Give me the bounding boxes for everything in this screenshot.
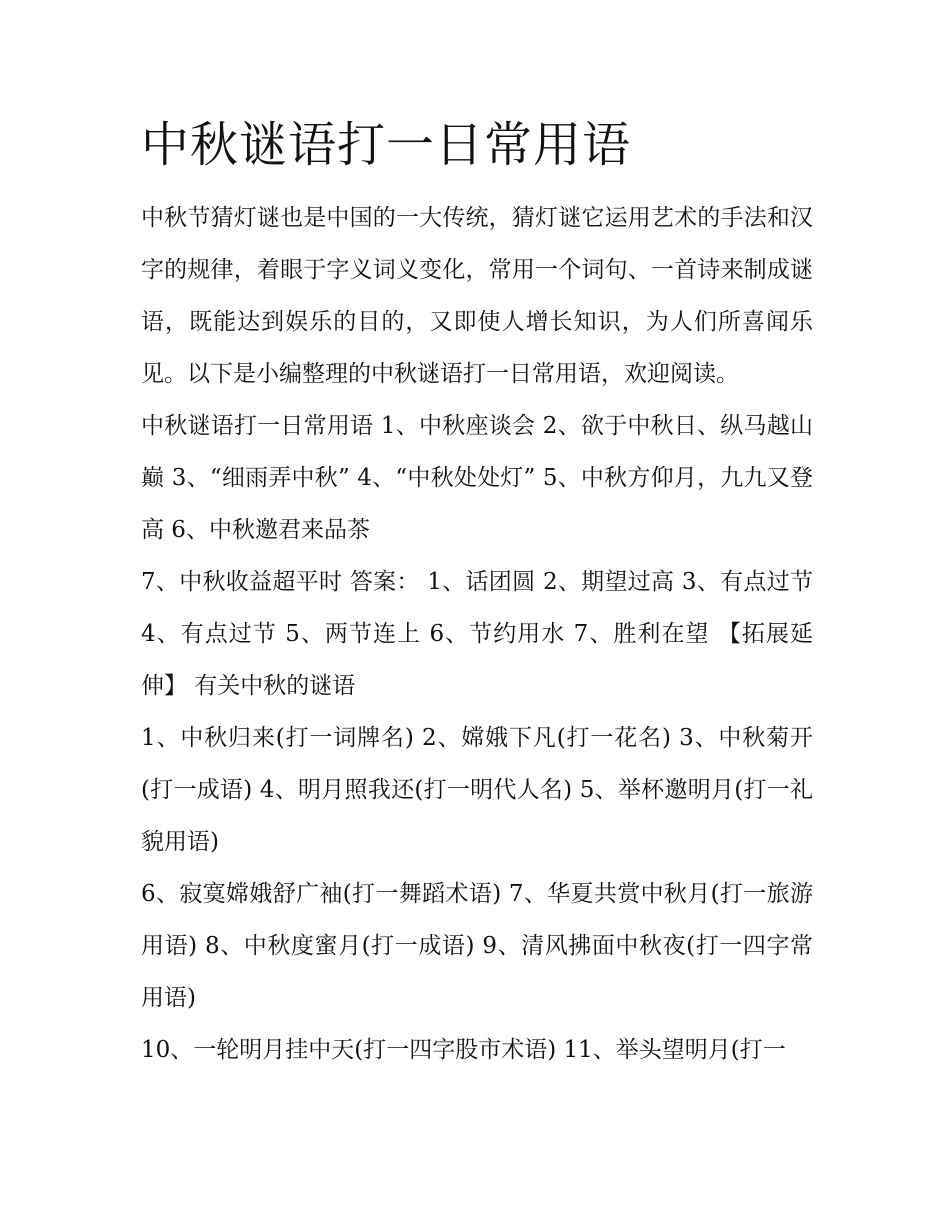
riddles-paragraph-1: 1、中秋归来(打一词牌名) 2、嫦娥下凡(打一花名) 3、中秋菊开(打一成语) 4、明月照我还(打一明代人名) 5、举杯邀明月(打一礼貌用语): [141, 725, 813, 855]
document-title: 中秋谜语打一日常用语: [141, 117, 632, 173]
riddles-paragraph-3: 10、一轮明月挂中天(打一四字股市术语) 11、举头望明月(打一: [141, 1037, 786, 1063]
answers-paragraph: 7、中秋收益超平时 答案： 1、话团圆 2、期望过高 3、有点过节 4、有点过节 5、两节连上 6、节约用水 7、胜利在望 【拓展延伸】 有关中秋的谜语: [141, 569, 813, 699]
riddle-list-paragraph: 中秋谜语打一日常用语 1、中秋座谈会 2、欲于中秋日、纵马越山巅 3、“细雨弄中秋” 4、“中秋处处灯” 5、中秋方仰月，九九又登高 6、中秋邀君来品茶: [141, 413, 813, 543]
riddles-paragraph-2: 6、寂寞嫦娥舒广袖(打一舞蹈术语) 7、华夏共赏中秋月(打一旅游用语) 8、中秋度蜜月(打一成语) 9、清风拂面中秋夜(打一四字常用语): [141, 881, 813, 1011]
intro-paragraph: 中秋节猜灯谜也是中国的一大传统，猜灯谜它运用艺术的手法和汉字的规律，着眼于字义词义变化，常用一个词句、一首诗来制成谜语，既能达到娱乐的目的，又即使人增长知识，为人们所喜闻乐见。以下是小编整理的中秋谜语打一日常用语，欢迎阅读。: [141, 205, 813, 387]
document-page: [141, 112, 813, 1076]
